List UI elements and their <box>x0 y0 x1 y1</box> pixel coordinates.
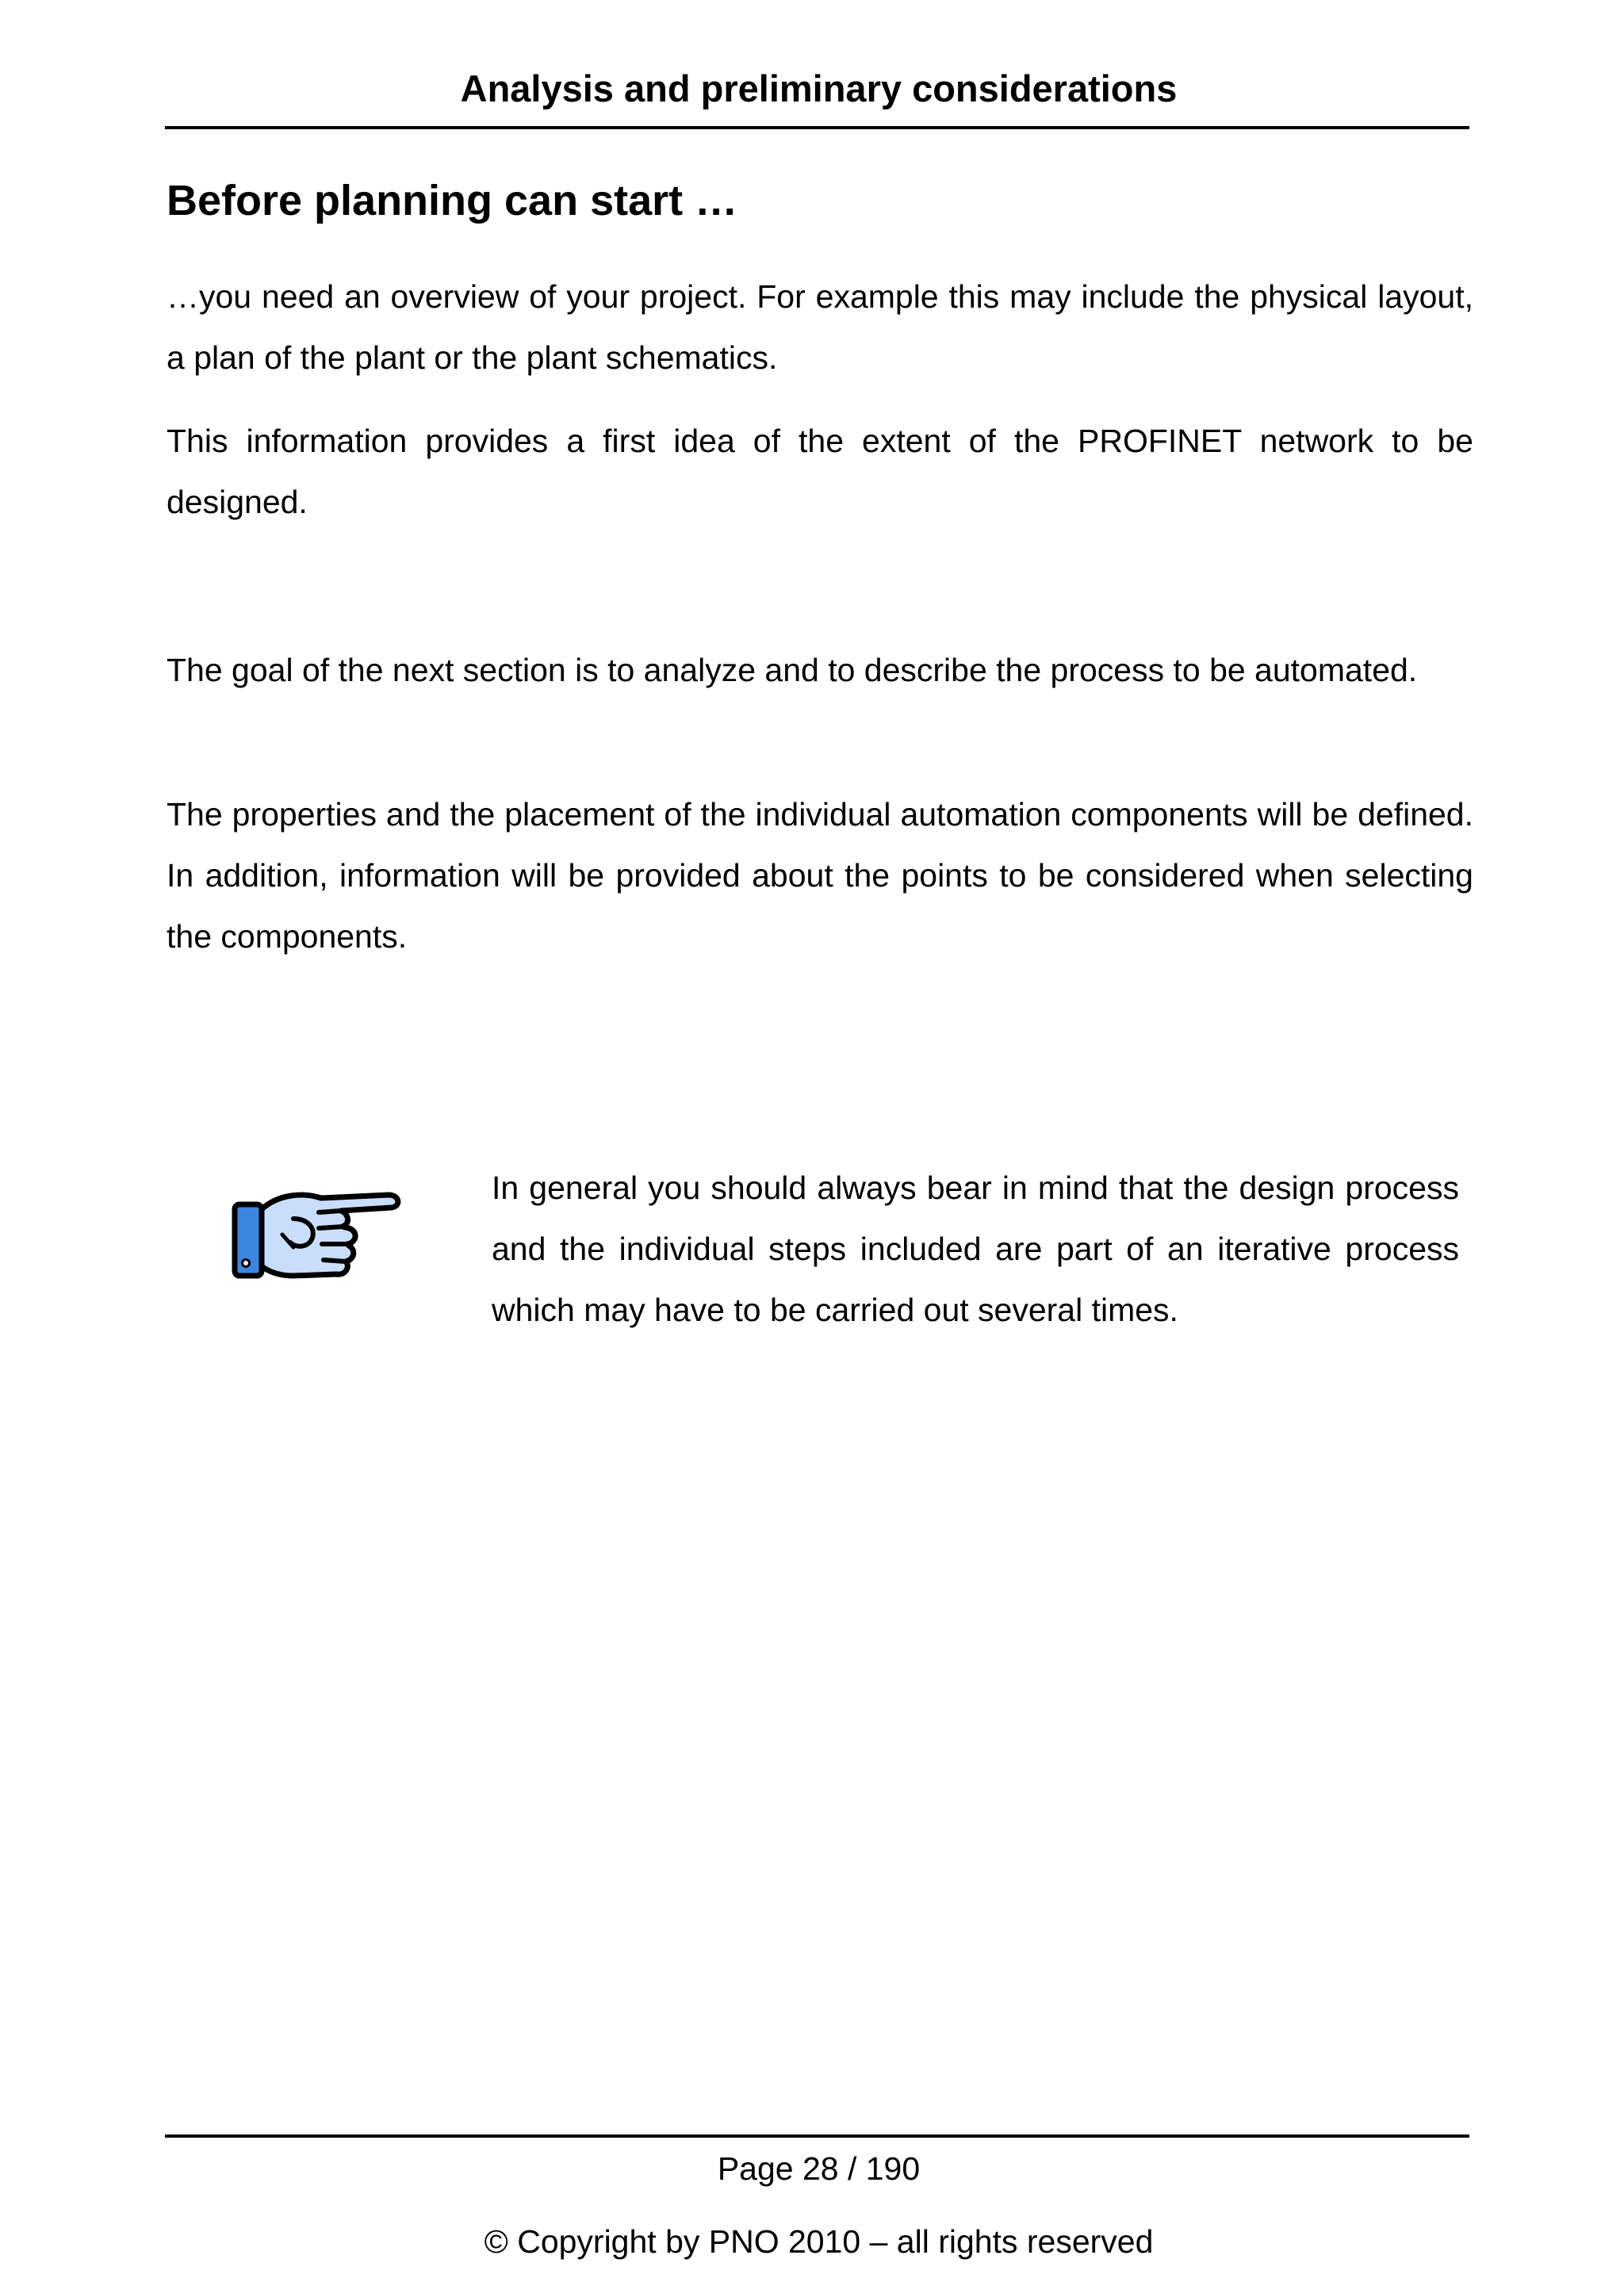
copyright-notice: © Copyright by PNO 2010 – all rights reserved <box>484 2223 1154 2260</box>
running-header: Analysis and preliminary considerations <box>460 67 1178 109</box>
page-number: Page 28 / 190 <box>717 2150 921 2187</box>
note-text: In general you should always bear in mind that the design process and the individual steps included are part of an iterative process which may have to be carried out several times. <box>492 1170 1459 1328</box>
footer-divider <box>165 2134 1469 2138</box>
header-divider <box>165 126 1469 129</box>
pointing-hand-icon <box>230 1187 406 1287</box>
section-title: Before planning can start … <box>167 177 738 224</box>
paragraph-overview: …you need an overview of your project. For example this may include the physical layout, a plan of the plant or the plant schematics. <box>167 278 1473 376</box>
paragraph-section-goal: The goal of the next section is to analyze and to describe the process to be automated. <box>167 652 1418 688</box>
paragraph-component-properties: The properties and the placement of the individual automation components will be defined. In addition, information will be provided about the points to be considered when selecting the components. <box>167 796 1473 955</box>
paragraph-network-extent: This information provides a first idea of the extent of the PROFINET network to be designed. <box>167 423 1473 520</box>
